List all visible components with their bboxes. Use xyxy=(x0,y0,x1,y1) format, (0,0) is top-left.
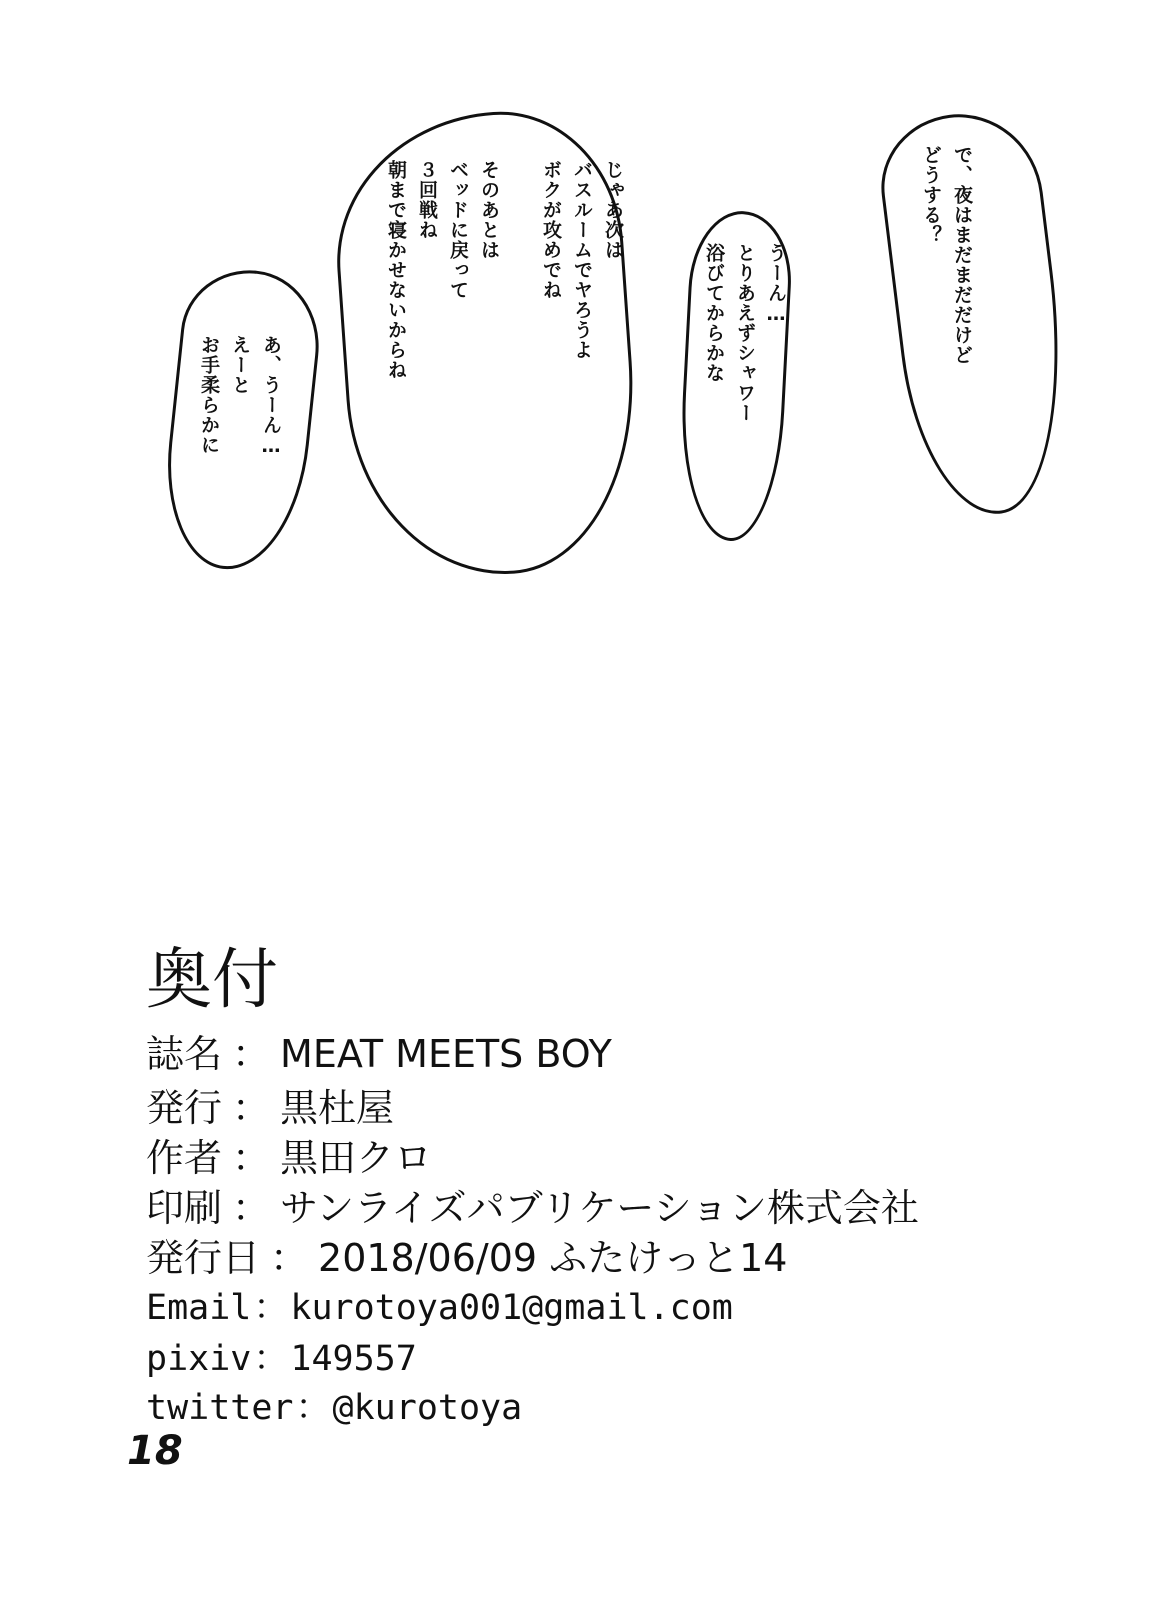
colophon-row-date xyxy=(146,1235,787,1281)
value-date: 2018/06/09 ふたけっと14 xyxy=(318,1236,788,1280)
separator: ： xyxy=(232,1186,271,1230)
colophon-title: 奥付 xyxy=(146,941,278,1018)
value-author: 黒田クロ xyxy=(280,1136,433,1180)
colophon-row-title xyxy=(146,1031,612,1077)
separator: ： xyxy=(295,1388,331,1428)
value-printer: サンライズパブリケーション株式会社 xyxy=(280,1186,919,1230)
separator: ： xyxy=(270,1236,309,1280)
speech-bubble-3-text: じゃあ次は バスルームでヤろうよ ボクが攻めでね そのあとは ベッドに戻って ３回戦ね 朝まで寝かせないからね xyxy=(385,160,624,380)
value-title: MEAT MEETS BOY xyxy=(280,1032,612,1076)
value-publisher: 黒杜屋 xyxy=(280,1086,395,1130)
colophon-row-author xyxy=(146,1135,432,1181)
value-email: kurotoya001@gmail.com xyxy=(290,1288,733,1328)
value-pixiv: 149557 xyxy=(290,1339,417,1379)
label-title: 誌名 xyxy=(146,1032,223,1076)
label-twitter: twitter xyxy=(146,1388,294,1428)
speech-bubble-1 xyxy=(873,105,1081,524)
separator: ： xyxy=(232,1136,271,1180)
speech-bubble-1-text: で、夜はまだまだだけど どうする？ xyxy=(920,145,973,365)
colophon-row-email xyxy=(146,1285,733,1331)
separator: ： xyxy=(232,1032,271,1076)
colophon-row-printer xyxy=(146,1185,919,1231)
label-author: 作者 xyxy=(146,1136,223,1180)
separator: ： xyxy=(253,1288,289,1328)
value-twitter: @kurotoya xyxy=(332,1388,523,1428)
label-publisher: 発行 xyxy=(146,1086,223,1130)
separator: ： xyxy=(232,1086,271,1130)
colophon-row-publisher xyxy=(146,1085,394,1131)
label-email: Email xyxy=(146,1288,252,1328)
colophon-row-twitter xyxy=(146,1385,522,1431)
page-number: 18 xyxy=(127,1428,183,1474)
label-pixiv: pixiv xyxy=(146,1339,252,1379)
label-date: 発行日 xyxy=(146,1236,261,1280)
separator: ： xyxy=(253,1339,289,1379)
speech-bubble-4-text: あ、うーん… えーと お手柔らかに xyxy=(198,335,282,458)
label-printer: 印刷 xyxy=(146,1186,223,1230)
speech-bubble-2-text: うーん… とりあえずシャワー 浴びてからかな xyxy=(703,243,787,423)
colophon-row-pixiv xyxy=(146,1336,417,1382)
